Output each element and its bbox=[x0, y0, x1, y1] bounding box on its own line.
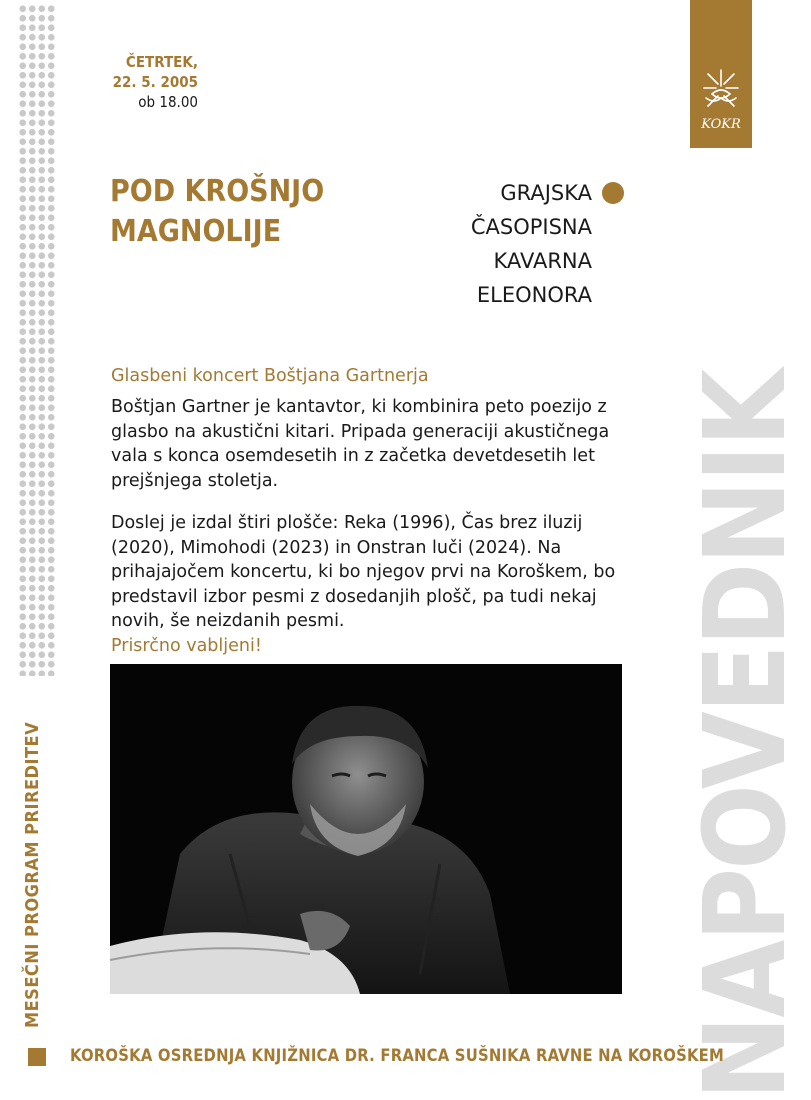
event-title-line2: MAGNOLIJE bbox=[110, 214, 282, 249]
side-label: MESEČNI PROGRAM PRIREDITEV bbox=[22, 721, 43, 1028]
venue-line3: KAVARNA bbox=[493, 249, 592, 273]
library-logo-icon bbox=[694, 64, 748, 140]
event-title-line1: POD KROŠNJO bbox=[110, 174, 325, 209]
footer-library-name: KOROŠKA OSREDNJA KNJIŽNICA DR. FRANCA SUŠNIKA RAVNE NA KOROŠKEM bbox=[70, 1046, 724, 1065]
footer-square-icon bbox=[28, 1048, 46, 1066]
event-date-value: 22. 5. 2005 bbox=[112, 73, 198, 91]
venue-line1: GRAJSKA bbox=[500, 181, 592, 205]
dot-pattern bbox=[18, 4, 56, 676]
description-paragraph-1: Boštjan Gartner je kantavtor, ki kombinira peto poezijo z glasbo na akustični kitari. Pripada generaciji akustičnega vala s konca osemdesetih in z začetka devetdesetih let prejšnjega stoletja. bbox=[111, 397, 610, 491]
event-time: ob 18.00 bbox=[138, 93, 198, 111]
svg-text:KOKR: KOKR bbox=[701, 117, 741, 132]
description-paragraph-2: Doslej je izdal štiri plošče: Reka (1996), Čas brez iluzij (2020), Mimohodi (2023) in Onstran luči (2024). Na prihajajočem koncertu, ki bo njegov prvi na Koroškem, bo predstavil izbor pesmi z dosedanjih plošč, pa tudi nekaj novih, še neizdanih pesmi. bbox=[111, 513, 616, 631]
venue-line4: ELEONORA bbox=[476, 283, 592, 307]
venue-dot-icon bbox=[602, 182, 624, 204]
napovednik-watermark: NAPOVEDNIK bbox=[681, 370, 811, 1100]
event-date bbox=[110, 52, 198, 112]
event-title bbox=[110, 172, 324, 252]
performer-photo bbox=[110, 664, 622, 994]
welcome-text: Prisrčno vabljeni! bbox=[111, 636, 262, 656]
venue-line2: ČASOPISNA bbox=[470, 215, 592, 239]
event-subtitle: Glasbeni koncert Boštjana Gartnerja bbox=[111, 366, 429, 386]
event-venue bbox=[440, 176, 592, 312]
event-weekday: ČETRTEK, bbox=[125, 53, 198, 71]
guitarist-photo-icon bbox=[110, 664, 622, 994]
